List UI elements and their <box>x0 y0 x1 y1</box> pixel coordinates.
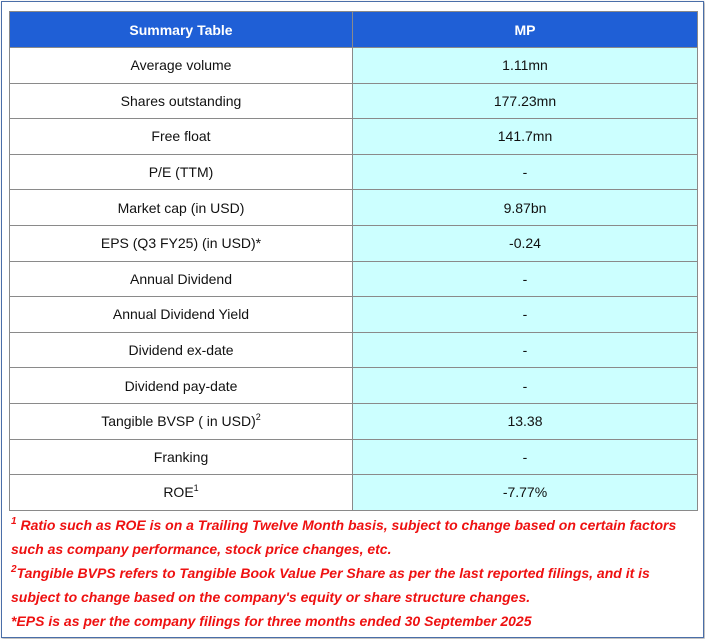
row-label: Dividend ex-date <box>128 342 234 359</box>
row-label-cell <box>10 48 353 84</box>
table-row <box>10 48 698 84</box>
row-label-cell <box>10 261 353 297</box>
row-value: -0.24 <box>353 225 698 261</box>
footnote-eps <box>11 609 699 633</box>
row-label-cell <box>10 297 353 333</box>
row-value: - <box>353 297 698 333</box>
table-row <box>10 475 698 511</box>
row-label: Dividend pay-date <box>124 377 238 394</box>
row-label-superscript: 1 <box>193 483 199 494</box>
table-row <box>10 154 698 190</box>
row-value: - <box>353 261 698 297</box>
footnotes <box>11 513 699 633</box>
row-value: -7.77% <box>353 475 698 511</box>
row-value: 9.87bn <box>353 190 698 226</box>
summary-table <box>9 11 698 511</box>
row-label-cell <box>10 119 353 155</box>
table-header-row <box>10 12 698 48</box>
footnote-2 <box>11 561 699 609</box>
footnote-1 <box>11 513 699 561</box>
row-label: Annual Dividend <box>130 270 232 287</box>
table-row <box>10 225 698 261</box>
row-label: Average volume <box>130 57 232 74</box>
row-label-cell <box>10 475 353 511</box>
header-summary-table: Summary Table <box>10 12 353 48</box>
row-label: Shares outstanding <box>120 92 242 109</box>
row-label: Free float <box>151 128 211 145</box>
row-label-cell <box>10 190 353 226</box>
table-row <box>10 190 698 226</box>
row-value: 1.11mn <box>353 48 698 84</box>
footnote-text: Ratio such as ROE is on a Trailing Twelve Month basis, subject to change based on certain factors such as company performance, stock price changes, etc. <box>11 517 677 557</box>
table-row <box>10 297 698 333</box>
footnote-text: Tangible BVPS refers to Tangible Book Value Per Share as per the last reported filings, and it is subject to change based on the company's equity or share structure changes. <box>11 565 650 605</box>
row-label: EPS (Q3 FY25) (in USD)* <box>100 235 262 252</box>
table-row <box>10 403 698 439</box>
table-row <box>10 439 698 475</box>
row-value: - <box>353 154 698 190</box>
summary-panel <box>1 1 704 638</box>
row-value: 141.7mn <box>353 119 698 155</box>
row-value: - <box>353 332 698 368</box>
table-row <box>10 119 698 155</box>
table-row <box>10 368 698 404</box>
row-label-cell <box>10 154 353 190</box>
row-value: - <box>353 439 698 475</box>
row-label-cell <box>10 83 353 119</box>
row-label-cell <box>10 403 353 439</box>
footnote-marker: 1 <box>11 516 17 527</box>
row-label-cell <box>10 332 353 368</box>
row-label: Tangible BVSP ( in USD) <box>101 413 256 430</box>
table-row <box>10 332 698 368</box>
row-label: Annual Dividend Yield <box>112 306 250 323</box>
row-label: Market cap (in USD) <box>117 199 245 216</box>
footnote-marker: 2 <box>11 564 17 575</box>
row-label-cell <box>10 225 353 261</box>
row-label: Franking <box>153 448 209 465</box>
table-row <box>10 83 698 119</box>
row-label-cell <box>10 439 353 475</box>
row-label-superscript: 2 <box>255 412 261 423</box>
row-label: ROE <box>163 484 194 501</box>
row-value: 13.38 <box>353 403 698 439</box>
row-label-cell <box>10 368 353 404</box>
row-value: - <box>353 368 698 404</box>
row-label: P/E (TTM) <box>148 164 214 181</box>
footnote-text: *EPS is as per the company filings for three months ended 30 September 2025 <box>11 613 532 629</box>
row-value: 177.23mn <box>353 83 698 119</box>
table-body <box>10 48 698 511</box>
table-row <box>10 261 698 297</box>
header-ticker: MP <box>353 12 698 48</box>
